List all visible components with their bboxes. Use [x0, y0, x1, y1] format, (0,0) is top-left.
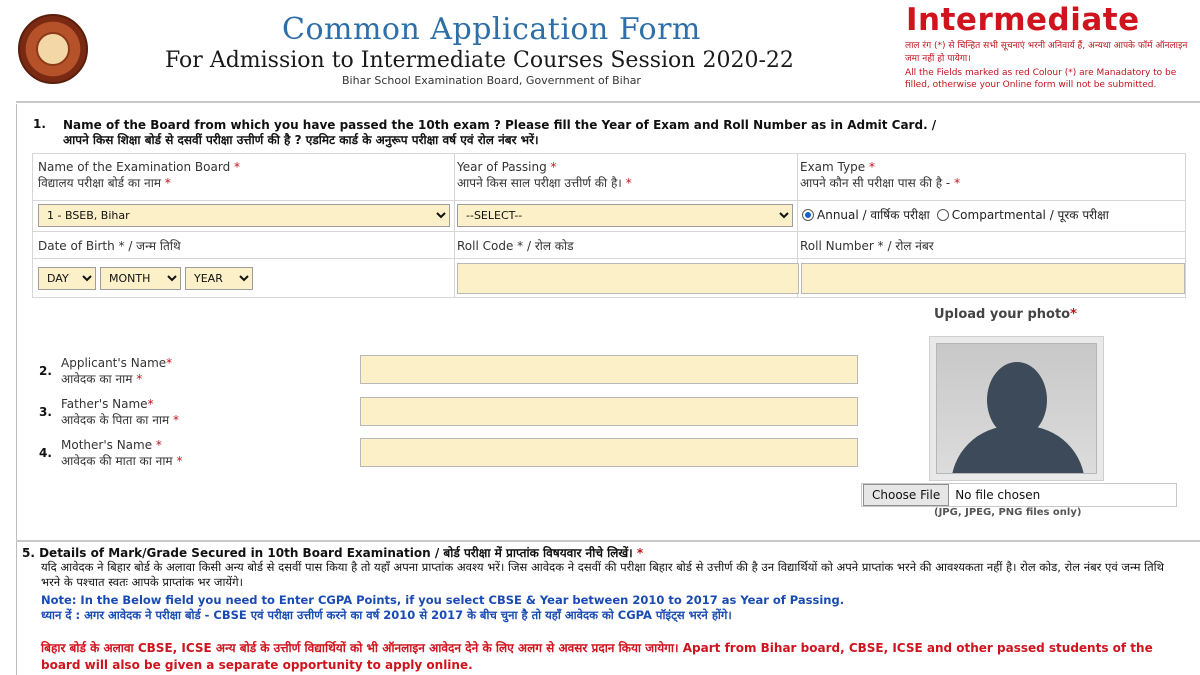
- bseb-logo: [18, 14, 88, 84]
- board-name: Bihar School Examination Board, Government of Bihar: [342, 74, 641, 87]
- compartmental-radio-label: Compartmental / पूरक परीक्षा: [951, 208, 1109, 222]
- page-title: Common Application Form: [282, 12, 701, 47]
- other-board-notice: बिहार बोर्ड के अलावा CBSE, ICSE अन्य बोर्ड के उत्तीर्ण विद्यार्थियों को भी ऑनलाइन आवेदन देने के लिए अलग से अवसर प्रदान किया जायेगा। Apart from Bihar board, CBSE, ICSE and other passed students of the board will also be given a separate opportunity to apply online.: [41, 641, 1153, 672]
- applicant-name-label: Applicant's Name* आवेदक का नाम *: [61, 356, 173, 386]
- exam-type-radio-group: [802, 206, 1109, 223]
- section-5-instructions: यदि आवेदक ने बिहार बोर्ड के अलावा किसी अन्य बोर्ड से दसवीं पास किया है तो यहाँ अपना प्राप्तांक अवश्य भरें। जिस आवेदक ने दसवीं की परीक्षा बिहार बोर्ड से उत्तीर्ण की है उन विद्यार्थियों को अपने प्राप्तांक भरने की आवश्यकता नहीं है। रोल कोड, रोल नंबर एवं जन्म तिथि भरने के पश्चात स्वतः आपके प्राप्तांक भर जायेंगे।: [41, 560, 1165, 589]
- field-number-3: 3.: [39, 405, 52, 419]
- table-divider: [32, 200, 1186, 201]
- file-status: No file chosen: [955, 488, 1041, 502]
- board-select[interactable]: [38, 204, 450, 227]
- section-5-heading: 5. Details of Mark/Grade Secured in 10th Board Examination / बोर्ड परीक्षा में प्राप्तांक विषयवार नीचे लिखें। *: [22, 546, 644, 560]
- compartmental-radio[interactable]: [937, 209, 949, 221]
- dob-month-select[interactable]: [100, 267, 181, 290]
- roll-code-label: Roll Code * / रोल कोड: [457, 239, 574, 253]
- section-1-question-hi: आपने किस शिक्षा बोर्ड से दसवीं परीक्षा उत्तीर्ण की है ? एडमिट कार्ड के अनुरूप परीक्षा वर्ष एवं रोल नंबर भरें।: [63, 133, 539, 147]
- exam-type-label: Exam Type * आपने कौन सी परीक्षा पास की है - *: [800, 160, 961, 190]
- photo-file-input: [861, 483, 1177, 507]
- year-of-passing-select[interactable]: [457, 204, 793, 227]
- mandatory-note-hindi: लाल रंग (*) से चिन्हित सभी सूचनाएं भरनी अनिवार्य हैं, अन्यथा आपके फॉर्म ऑनलाइन जमा नहीं हो पायेगा।: [905, 41, 1188, 64]
- section-1-question: [63, 118, 936, 148]
- page-subtitle: For Admission to Intermediate Courses Session 2020-22: [165, 48, 794, 73]
- mother-name-label: Mother's Name * आवेदक की माता का नाम *: [61, 438, 183, 468]
- board-label: Name of the Examination Board * विद्यालय परीक्षा बोर्ड का नाम *: [38, 160, 241, 190]
- roll-code-input[interactable]: [457, 263, 799, 294]
- annual-radio-label: Annual / वार्षिक परीक्षा: [817, 208, 930, 222]
- section-1-question-en: Name of the Board from which you have passed the 10th exam ? Please fill the Year of Exam and Roll Number as in Admit Card. /: [63, 118, 937, 132]
- dob-day-select[interactable]: [38, 267, 96, 290]
- annual-radio[interactable]: [802, 209, 814, 221]
- field-number-4: 4.: [39, 446, 52, 460]
- intermediate-badge: Intermediate: [906, 2, 1140, 38]
- father-name-label: Father's Name* आवेदक के पिता का नाम *: [61, 397, 179, 427]
- table-divider: [32, 231, 1186, 232]
- cgpa-note-hindi: ध्यान दें : अगर आवेदक ने परीक्षा बोर्ड - CBSE एवं परीक्षा उत्तीर्ण करने का वर्ष 2010 से 2017 के बीच चुना है तो यहाँ आवेदक को CGPA पॉइंट्स भरने होंगे।: [41, 608, 732, 622]
- dob-label: Date of Birth * / जन्म तिथि: [38, 239, 181, 253]
- section-1-number: 1.: [33, 117, 46, 131]
- roll-number-input[interactable]: [801, 263, 1185, 294]
- field-number-2: 2.: [39, 364, 52, 378]
- applicant-name-input[interactable]: [360, 355, 858, 384]
- choose-file-button[interactable]: Choose File: [863, 484, 949, 506]
- year-of-passing-label: Year of Passing * आपने किस साल परीक्षा उत्तीर्ण की है। *: [457, 160, 632, 190]
- dob-year-select[interactable]: [185, 267, 253, 290]
- mandatory-note-english: All the Fields marked as red Colour (*) are Manadatory to be filled, otherwise your Online form will not be submitted.: [905, 68, 1177, 90]
- cgpa-note-english: Note: In the Below field you need to Enter CGPA Points, if you select CBSE & Year between 2010 to 2017 as Year of Passing.: [41, 593, 845, 607]
- upload-photo-label: Upload your photo*: [934, 307, 1077, 322]
- photo-preview: [929, 336, 1104, 481]
- table-divider: [32, 258, 1186, 259]
- roll-number-label: Roll Number * / रोल नंबर: [800, 239, 934, 253]
- header-divider: [16, 101, 1200, 103]
- table-divider: [454, 153, 455, 298]
- avatar-placeholder-icon: [936, 343, 1097, 474]
- file-type-hint: (JPG, JPEG, PNG files only): [934, 507, 1082, 518]
- mother-name-input[interactable]: [360, 438, 858, 467]
- father-name-input[interactable]: [360, 397, 858, 426]
